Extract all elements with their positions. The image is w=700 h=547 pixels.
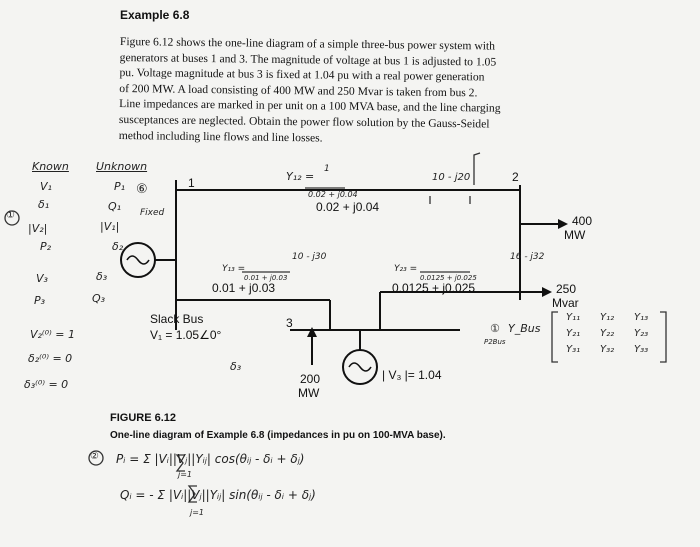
ybus-entry: Y₂₁ xyxy=(566,328,581,339)
circled-6: ⑥ xyxy=(136,182,148,197)
known-item: |V₂| xyxy=(28,222,48,235)
gen3-power-unit: MW xyxy=(298,386,320,400)
y12-fraction: 0.02 + j0.04 xyxy=(308,190,358,199)
ybus-label: Y_Bus xyxy=(508,322,541,335)
impedance-23: 0.0125 + j0.025 xyxy=(392,281,476,295)
y23-value: 16 - j32 xyxy=(510,252,545,262)
initial-delta3: δ₃⁽⁰⁾ = 0 xyxy=(24,378,69,391)
y23-fraction: 0.0125 + j0.025 xyxy=(420,274,477,282)
fixed-note: Fixed xyxy=(140,208,165,218)
unknown-item: δ₂ xyxy=(112,240,124,253)
y12-name: Y₁₂ = xyxy=(286,170,315,183)
load-q-value: 250 xyxy=(556,282,577,296)
figure-caption: FIGURE 6.12 xyxy=(110,412,177,424)
paragraph-line: of 200 MW. A load consisting of 400 MW and 250 Mvar is taken from bus 2. xyxy=(119,81,478,100)
impedance-13: 0.01 + j0.03 xyxy=(212,281,276,295)
bus-3-label: 3 xyxy=(286,316,293,330)
one-numerator: 1 xyxy=(324,164,330,174)
ybus-entry: Y₂₃ xyxy=(634,328,649,339)
y13-fraction: 0.01 + j0.03 xyxy=(244,274,288,282)
slack-bus-title: Slack Bus xyxy=(150,312,204,326)
impedance-12: 0.02 + j0.04 xyxy=(316,200,380,214)
known-item: P₃ xyxy=(34,294,46,307)
initial-delta2: δ₂⁽⁰⁾ = 0 xyxy=(28,352,73,365)
paragraph-line: susceptances are neglected. Obtain the power flow solution by the Gauss-Seidel xyxy=(118,112,490,131)
ybus-entry: Y₁₃ xyxy=(634,312,649,323)
unknown-item: δ₃ xyxy=(96,270,108,283)
ybus-entry: Y₃₁ xyxy=(566,344,581,355)
paragraph-line: pu. Voltage magnitude at bus 3 is fixed at 1.04 pu with a real power generation xyxy=(119,66,485,84)
bus-1-label: 1 xyxy=(188,176,195,190)
sum-limit: j=1 xyxy=(178,470,193,479)
paragraph-line: Line impedances are marked in per unit on a 100 MVA base, and the line charging xyxy=(119,97,501,116)
circled-1-ybus: ① xyxy=(490,322,500,335)
unknown-label: Unknown xyxy=(96,160,148,173)
ybus-entry: Y₃₃ xyxy=(634,344,649,355)
gen3-power-value: 200 xyxy=(300,372,321,386)
circled-2: ② xyxy=(90,451,99,462)
bus-2-label: 2 xyxy=(512,170,519,184)
known-item: P₂ xyxy=(40,240,52,253)
sum-limit: j=1 xyxy=(190,508,205,517)
delta3-note: δ₃ xyxy=(230,360,242,373)
paragraph-line: Figure 6.12 shows the one-line diagram of a simple three-bus power system with xyxy=(119,34,496,53)
bus3-voltage: | V₃ |= 1.04 xyxy=(382,368,442,382)
load-q-unit: Mvar xyxy=(552,296,579,310)
initial-v2: V₂⁽⁰⁾ = 1 xyxy=(30,328,75,341)
known-item: V₁ xyxy=(40,180,52,193)
ybus-entry: Y₃₂ xyxy=(600,344,615,355)
p2bus-note: P2Bus xyxy=(484,338,506,346)
y13-value: 10 - j30 xyxy=(292,252,327,262)
ybus-entry: Y₂₂ xyxy=(600,328,615,339)
ybus-entry: Y₁₁ xyxy=(566,312,581,323)
known-item: V₃ xyxy=(36,272,48,285)
known-label: Known xyxy=(32,160,69,173)
figure-description: One-line diagram of Example 6.8 (impedances in pu on 100-MVA base). xyxy=(110,430,446,441)
y13-name: Y₁₃ = xyxy=(222,264,246,274)
real-power-equation: Pᵢ = Σ |Vᵢ||Vⱼ||Yᵢⱼ| cos(θᵢⱼ - δᵢ + δⱼ) xyxy=(116,452,305,466)
unknown-item: |V₁| xyxy=(100,220,120,233)
unknown-item: P₁ xyxy=(114,180,126,193)
known-item: δ₁ xyxy=(38,198,50,211)
y12-value: 10 - j20 xyxy=(432,172,471,183)
paragraph-line: method including line flows and line losses. xyxy=(118,128,323,145)
circled-1-left: ① xyxy=(6,210,15,221)
unknown-item: Q₃ xyxy=(92,292,106,305)
load-p-value: 400 xyxy=(572,214,593,228)
load-p-unit: MW xyxy=(564,228,586,242)
unknown-item: Q₁ xyxy=(108,200,122,213)
y23-name: Y₂₃ = xyxy=(394,264,418,274)
example-heading: Example 6.8 xyxy=(120,8,190,22)
slack-bus-voltage: V₁ = 1.05∠0° xyxy=(150,328,222,342)
reactive-power-equation: Qᵢ = - Σ |Vᵢ||Vⱼ||Yᵢⱼ| sin(θᵢⱼ - δᵢ + δⱼ) xyxy=(120,488,316,502)
ybus-entry: Y₁₂ xyxy=(600,312,615,323)
paragraph-line: generators at buses 1 and 3. The magnitude of voltage at bus 1 is adjusted to 1.05 xyxy=(119,50,497,69)
